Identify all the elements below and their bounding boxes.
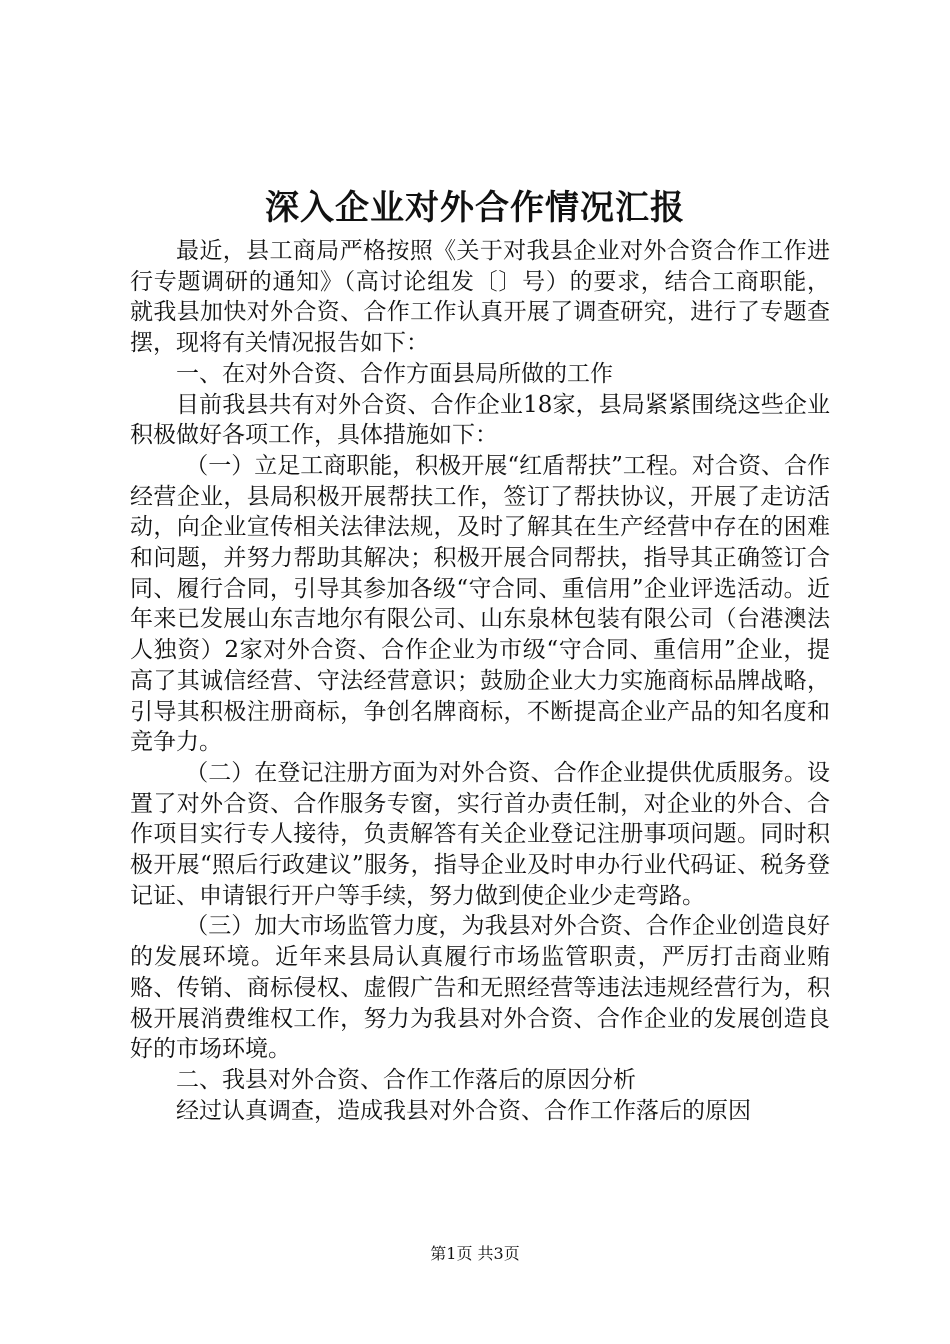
page-number-footer: 第1页 共3页 — [430, 1244, 520, 1263]
section-heading-2: 二、我县对外合资、合作工作落后的原因分析 — [176, 1066, 636, 1093]
paragraph-intro: 最近，县工商局严格按照《关于对我县企业对外合资合作工作进行专题调研的通知》（高讨论组发〔〕号）的要求，结合工商职能，就我县加快对外合资、合作工作认真开展了调查研究，进行了专题查摆，现将有关情况报告如下： — [130, 238, 830, 357]
section-heading-1: 一、在对外合资、合作方面县局所做的工作 — [176, 360, 613, 387]
paragraph-measure-2: （二）在登记注册方面为对外合资、合作企业提供优质服务。设置了对外合资、合作服务专窗，实行首办责任制，对企业的外合、合作项目实行专人接待，负责解答有关企业登记注册事项问题。同时积极开展“照后行政建议”服务，指导企业及时申办行业代码证、税务登记证、申请银行开户等手续，努力做到使企业少走弯路。 — [130, 759, 830, 909]
paragraph-section-2-intro: 经过认真调查，造成我县对外合资、合作工作落后的原因 — [176, 1097, 751, 1124]
document-title: 深入企业对外合作情况汇报 — [265, 188, 685, 228]
document-body — [130, 236, 830, 1126]
paragraph-section-1-intro: 目前我县共有对外合资、合作企业18家，县局紧紧围绕这些企业积极做好各项工作，具体措施如下： — [130, 391, 830, 449]
paragraph-measure-1: （一）立足工商职能，积极开展“红盾帮扶”工程。对合资、合作经营企业，县局积极开展帮扶工作，签订了帮扶协议，开展了走访活动，向企业宣传相关法律法规，及时了解其在生产经营中存在的困难和问题，并努力帮助其解决；积极开展合同帮扶，指导其正确签订合同、履行合同，引导其参加各级“守合同、重信用”企业评选活动。近年来已发展山东吉地尔有限公司、山东泉林包装有限公司（台港澳法人独资）2家对外合资、合作企业为市级“守合同、重信用”企业，提高了其诚信经营、守法经营意识；鼓励企业大力实施商标品牌战略，引导其积极注册商标，争创名牌商标，不断提高企业产品的知名度和竞争力。 — [130, 452, 830, 756]
paragraph-measure-3: （三）加大市场监管力度，为我县对外合资、合作企业创造良好的发展环境。近年来县局认真履行市场监管职责，严厉打击商业贿赂、传销、商标侵权、虚假广告和无照经营等违法违规经营行为，积极开展消费维权工作，努力为我县对外合资、合作企业的发展创造良好的市场环境。 — [130, 913, 830, 1063]
